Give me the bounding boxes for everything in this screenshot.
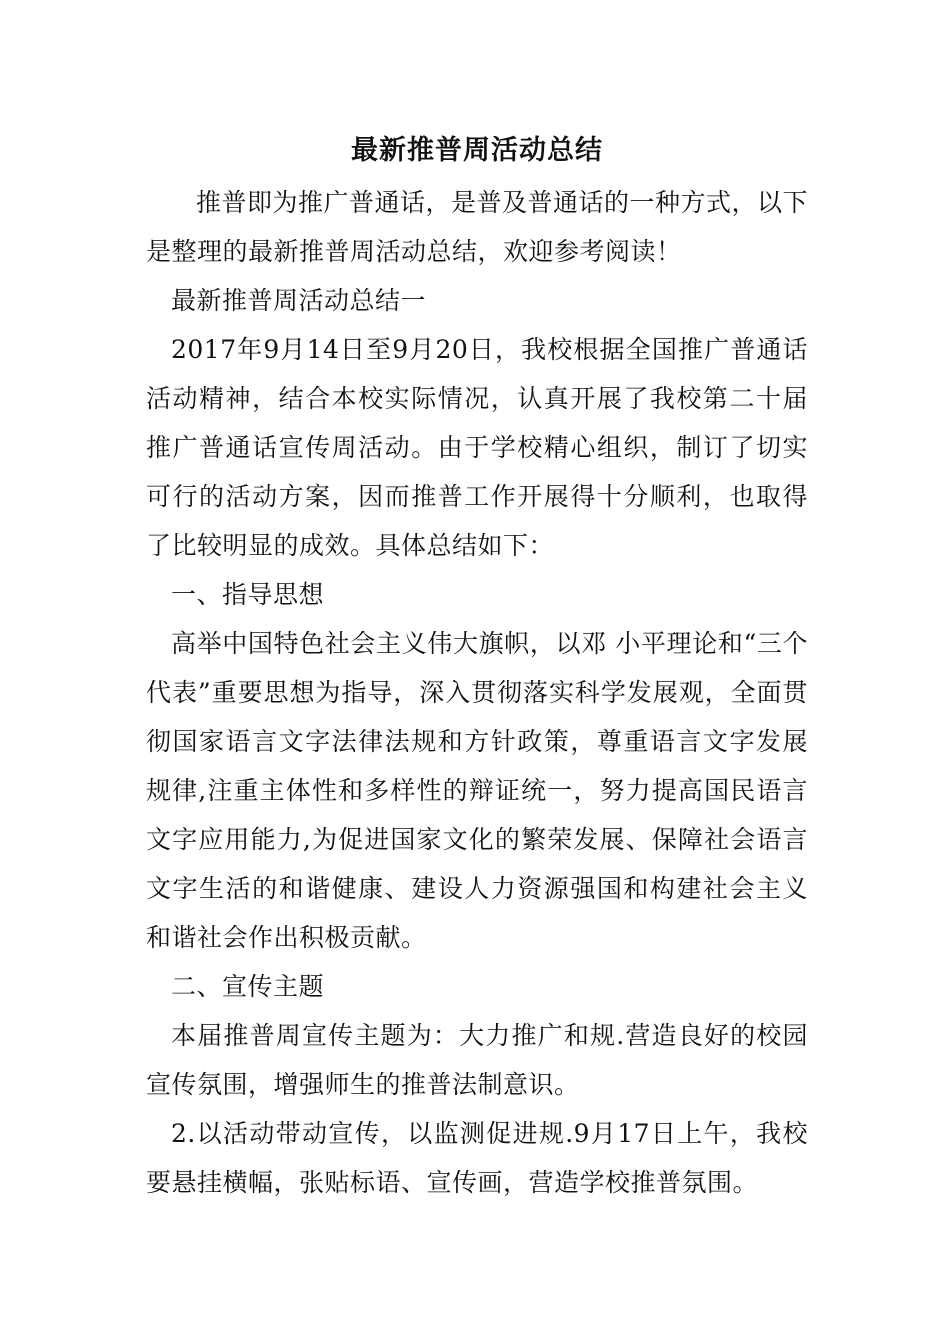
- intro-paragraph: 推普即为推广普通话，是普及普通话的一种方式，以下是整理的最新推普周活动总结，欢迎参考阅读！: [146, 188, 809, 266]
- paragraph-overview: 2017年9月14日至9月20日，我校根据全国推广普通话活动精神，结合本校实际情况，认真开展了我校第二十届推广普通话宣传周活动。由于学校精心组织，制订了切实可行的活动方案，因而推普工作开展得十分顺利，也取得了比较明显的成效。具体总结如下：: [146, 335, 808, 560]
- section-heading-summary-one: 最新推普周活动总结一: [171, 286, 427, 315]
- paragraph-guiding-thought: 高举中国特色社会主义伟大旗帜，以邓 小平理论和“三个代表”重要思想为指导，深入贯彻落实科学发展观，全面贯彻国家语言文字法律法规和方针政策，尊重语言文字发展规律,注重主体性和多样性的辩证统一，努力提高国民语言文字应用能力,为促进国家文化的繁荣发展、保障社会语言文字生活的和谐健康、建设人力资源强国和构建社会主义和谐社会作出积极贡献。: [146, 629, 808, 952]
- document-title: 最新推普周活动总结: [351, 135, 603, 166]
- section-heading-guiding-thought: 一、指导思想: [171, 580, 325, 609]
- paragraph-activity: 2.以活动带动宣传，以监测促进规.9月17日上午，我校要悬挂横幅，张贴标语、宣传画，营造学校推普氛围。: [146, 1119, 808, 1197]
- document-body: [146, 126, 808, 1207]
- paragraph-theme: 本届推普周宣传主题为：大力推广和规.营造良好的校园宣传氛围，增强师生的推普法制意识。: [146, 1021, 808, 1099]
- section-heading-theme: 二、宣传主题: [171, 972, 325, 1001]
